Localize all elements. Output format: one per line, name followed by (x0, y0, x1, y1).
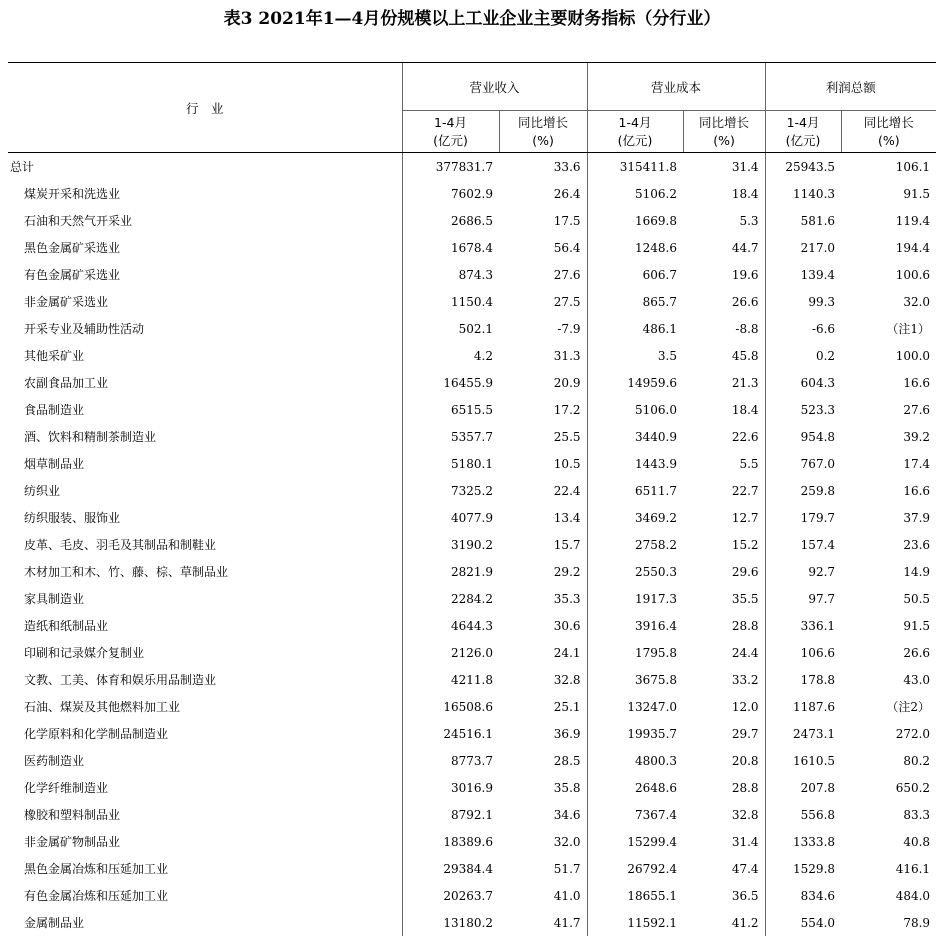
table-row (8, 747, 936, 774)
industry-name-cell: 开采专业及辅助性活动 (8, 315, 402, 342)
profit-value-cell: 581.6 (765, 207, 841, 234)
cost-growth-cell: 29.7 (683, 720, 765, 747)
cost-value-cell: 18655.1 (587, 882, 683, 909)
cost-value-cell: 6511.7 (587, 477, 683, 504)
profit-value-cell: 25943.5 (765, 153, 841, 181)
revenue-growth-cell: 56.4 (499, 234, 587, 261)
financial-indicators-table (8, 62, 936, 936)
cost-value-cell: 11592.1 (587, 909, 683, 936)
revenue-value-cell: 4.2 (402, 342, 499, 369)
cost-growth-cell: 36.5 (683, 882, 765, 909)
profit-growth-header: 同比增长 (%) (841, 111, 936, 153)
revenue-growth-cell: 51.7 (499, 855, 587, 882)
industry-name-cell: 木材加工和木、竹、藤、棕、草制品业 (8, 558, 402, 585)
profit-value-header: 1-4月 (亿元) (765, 111, 841, 153)
cost-growth-cell: 33.2 (683, 666, 765, 693)
table-row (8, 585, 936, 612)
revenue-growth-header: 同比增长 (%) (499, 111, 587, 153)
cost-growth-cell: 24.4 (683, 639, 765, 666)
revenue-growth-cell: 27.5 (499, 288, 587, 315)
profit-growth-cell: 23.6 (841, 531, 936, 558)
revenue-growth-cell: 10.5 (499, 450, 587, 477)
cost-growth-cell: 15.2 (683, 531, 765, 558)
revenue-growth-cell: 29.2 (499, 558, 587, 585)
revenue-value-cell: 5180.1 (402, 450, 499, 477)
profit-growth-cell: 80.2 (841, 747, 936, 774)
profit-growth-cell: 43.0 (841, 666, 936, 693)
profit-value-cell: 99.3 (765, 288, 841, 315)
profit-growth-cell: 37.9 (841, 504, 936, 531)
profit-growth-cell: 17.4 (841, 450, 936, 477)
industry-name-cell: 有色金属冶炼和压延加工业 (8, 882, 402, 909)
industry-name-cell: 其他采矿业 (8, 342, 402, 369)
industry-name-cell: 化学原料和化学制品制造业 (8, 720, 402, 747)
profit-value-cell: 157.4 (765, 531, 841, 558)
table-row (8, 423, 936, 450)
profit-growth-cell: 100.6 (841, 261, 936, 288)
revenue-value-cell: 24516.1 (402, 720, 499, 747)
profit-value-cell: 523.3 (765, 396, 841, 423)
revenue-value-cell: 1678.4 (402, 234, 499, 261)
revenue-value-cell: 7602.9 (402, 180, 499, 207)
profit-growth-cell: 106.1 (841, 153, 936, 181)
cost-growth-cell: 31.4 (683, 828, 765, 855)
industry-name-cell: 石油和天然气开采业 (8, 207, 402, 234)
revenue-value-cell: 4211.8 (402, 666, 499, 693)
cost-value-cell: 15299.4 (587, 828, 683, 855)
profit-value-cell: 1529.8 (765, 855, 841, 882)
revenue-value-cell: 2821.9 (402, 558, 499, 585)
cost-value-cell: 1669.8 (587, 207, 683, 234)
revenue-value-cell: 2126.0 (402, 639, 499, 666)
profit-growth-cell: 40.8 (841, 828, 936, 855)
profit-value-cell: 178.8 (765, 666, 841, 693)
revenue-value-cell: 874.3 (402, 261, 499, 288)
table-row (8, 261, 936, 288)
cost-value-cell: 3.5 (587, 342, 683, 369)
cost-growth-cell: 26.6 (683, 288, 765, 315)
industry-name-cell: 有色金属矿采选业 (8, 261, 402, 288)
revenue-growth-cell: 32.8 (499, 666, 587, 693)
profit-growth-cell: 272.0 (841, 720, 936, 747)
cost-value-cell: 3469.2 (587, 504, 683, 531)
revenue-value-cell: 502.1 (402, 315, 499, 342)
industry-name-cell: 文教、工美、体育和娱乐用品制造业 (8, 666, 402, 693)
industry-name-cell: 橡胶和塑料制品业 (8, 801, 402, 828)
cost-value-cell: 865.7 (587, 288, 683, 315)
profit-value-cell: 1333.8 (765, 828, 841, 855)
profit-growth-cell: 91.5 (841, 612, 936, 639)
industry-name-cell: 金属制品业 (8, 909, 402, 936)
cost-value-cell: 1248.6 (587, 234, 683, 261)
revenue-value-cell: 8792.1 (402, 801, 499, 828)
profit-growth-cell: 484.0 (841, 882, 936, 909)
revenue-value-cell: 16455.9 (402, 369, 499, 396)
cost-growth-cell: 32.8 (683, 801, 765, 828)
revenue-growth-cell: 25.1 (499, 693, 587, 720)
industry-name-cell: 总计 (8, 153, 402, 181)
table-row (8, 180, 936, 207)
revenue-growth-cell: 17.2 (499, 396, 587, 423)
cost-growth-cell: 29.6 (683, 558, 765, 585)
profit-value-cell: 139.4 (765, 261, 841, 288)
table-row (8, 531, 936, 558)
profit-value-cell: 259.8 (765, 477, 841, 504)
cost-value-cell: 486.1 (587, 315, 683, 342)
cost-value-cell: 13247.0 (587, 693, 683, 720)
table-row (8, 369, 936, 396)
cost-growth-cell: 12.7 (683, 504, 765, 531)
table-row (8, 396, 936, 423)
cost-growth-cell: 18.4 (683, 180, 765, 207)
profit-value-cell: 554.0 (765, 909, 841, 936)
revenue-growth-cell: 20.9 (499, 369, 587, 396)
profit-value-cell: -6.6 (765, 315, 841, 342)
profit-growth-cell: 14.9 (841, 558, 936, 585)
industry-name-cell: 化学纤维制造业 (8, 774, 402, 801)
cost-value-cell: 4800.3 (587, 747, 683, 774)
industry-name-cell: 纺织业 (8, 477, 402, 504)
cost-value-cell: 7367.4 (587, 801, 683, 828)
profit-growth-cell: 26.6 (841, 639, 936, 666)
table-row (8, 882, 936, 909)
cost-growth-cell: 12.0 (683, 693, 765, 720)
industry-name-cell: 食品制造业 (8, 396, 402, 423)
revenue-growth-cell: 13.4 (499, 504, 587, 531)
table-row (8, 639, 936, 666)
table-row (8, 720, 936, 747)
cost-value-cell: 3675.8 (587, 666, 683, 693)
industry-name-cell: 黑色金属矿采选业 (8, 234, 402, 261)
profit-growth-cell: 416.1 (841, 855, 936, 882)
profit-value-cell: 1610.5 (765, 747, 841, 774)
table-row (8, 477, 936, 504)
revenue-value-cell: 8773.7 (402, 747, 499, 774)
revenue-growth-cell: 31.3 (499, 342, 587, 369)
revenue-growth-cell: 25.5 (499, 423, 587, 450)
cost-group-header: 营业成本 (587, 63, 765, 111)
cost-value-cell: 26792.4 (587, 855, 683, 882)
cost-value-cell: 2648.6 (587, 774, 683, 801)
revenue-growth-cell: 34.6 (499, 801, 587, 828)
revenue-growth-cell: 26.4 (499, 180, 587, 207)
cost-value-cell: 19935.7 (587, 720, 683, 747)
cost-growth-cell: 41.2 (683, 909, 765, 936)
profit-growth-cell: 78.9 (841, 909, 936, 936)
revenue-value-cell: 4077.9 (402, 504, 499, 531)
cost-growth-header: 同比增长 (%) (683, 111, 765, 153)
cost-growth-cell: 44.7 (683, 234, 765, 261)
cost-growth-cell: 5.5 (683, 450, 765, 477)
industry-name-cell: 家具制造业 (8, 585, 402, 612)
revenue-value-header: 1-4月 (亿元) (402, 111, 499, 153)
profit-value-cell: 1187.6 (765, 693, 841, 720)
cost-value-cell: 2550.3 (587, 558, 683, 585)
table-row (8, 801, 936, 828)
profit-value-cell: 604.3 (765, 369, 841, 396)
revenue-value-cell: 2686.5 (402, 207, 499, 234)
revenue-value-cell: 377831.7 (402, 153, 499, 181)
profit-growth-cell: 119.4 (841, 207, 936, 234)
cost-growth-cell: 47.4 (683, 855, 765, 882)
revenue-value-cell: 2284.2 (402, 585, 499, 612)
profit-growth-cell: 83.3 (841, 801, 936, 828)
profit-growth-cell: 16.6 (841, 369, 936, 396)
table-row (8, 342, 936, 369)
revenue-growth-cell: 17.5 (499, 207, 587, 234)
cost-value-cell: 3440.9 (587, 423, 683, 450)
profit-value-cell: 1140.3 (765, 180, 841, 207)
industry-name-cell: 医药制造业 (8, 747, 402, 774)
cost-value-cell: 14959.6 (587, 369, 683, 396)
cost-growth-cell: 28.8 (683, 612, 765, 639)
cost-growth-cell: 35.5 (683, 585, 765, 612)
profit-growth-cell: 91.5 (841, 180, 936, 207)
revenue-growth-cell: 32.0 (499, 828, 587, 855)
industry-name-cell: 印刷和记录媒介复制业 (8, 639, 402, 666)
cost-growth-cell: 18.4 (683, 396, 765, 423)
table-row (8, 855, 936, 882)
cost-value-cell: 606.7 (587, 261, 683, 288)
revenue-value-cell: 6515.5 (402, 396, 499, 423)
industry-name-cell: 农副食品加工业 (8, 369, 402, 396)
table-row (8, 504, 936, 531)
revenue-value-cell: 4644.3 (402, 612, 499, 639)
revenue-growth-cell: 28.5 (499, 747, 587, 774)
industry-name-cell: 黑色金属冶炼和压延加工业 (8, 855, 402, 882)
cost-value-header: 1-4月 (亿元) (587, 111, 683, 153)
cost-value-cell: 3916.4 (587, 612, 683, 639)
profit-growth-cell: 650.2 (841, 774, 936, 801)
profit-group-header: 利润总额 (765, 63, 936, 111)
revenue-value-cell: 16508.6 (402, 693, 499, 720)
cost-growth-cell: 31.4 (683, 153, 765, 181)
cost-growth-cell: 45.8 (683, 342, 765, 369)
table-row (8, 774, 936, 801)
cost-value-cell: 1443.9 (587, 450, 683, 477)
industry-name-cell: 非金属矿采选业 (8, 288, 402, 315)
table-row (8, 153, 936, 181)
profit-value-cell: 767.0 (765, 450, 841, 477)
industry-name-cell: 皮革、毛皮、羽毛及其制品和制鞋业 (8, 531, 402, 558)
revenue-growth-cell: 27.6 (499, 261, 587, 288)
cost-growth-cell: 22.6 (683, 423, 765, 450)
revenue-value-cell: 7325.2 (402, 477, 499, 504)
revenue-growth-cell: 33.6 (499, 153, 587, 181)
revenue-group-header: 营业收入 (402, 63, 587, 111)
revenue-growth-cell: 41.7 (499, 909, 587, 936)
profit-growth-cell: 16.6 (841, 477, 936, 504)
profit-growth-cell: 27.6 (841, 396, 936, 423)
profit-growth-cell: 50.5 (841, 585, 936, 612)
profit-value-cell: 97.7 (765, 585, 841, 612)
cost-value-cell: 1917.3 (587, 585, 683, 612)
revenue-growth-cell: 22.4 (499, 477, 587, 504)
table-row (8, 234, 936, 261)
profit-growth-cell: 194.4 (841, 234, 936, 261)
cost-growth-cell: 20.8 (683, 747, 765, 774)
cost-growth-cell: 28.8 (683, 774, 765, 801)
table-row (8, 828, 936, 855)
cost-value-cell: 5106.2 (587, 180, 683, 207)
cost-value-cell: 1795.8 (587, 639, 683, 666)
revenue-value-cell: 5357.7 (402, 423, 499, 450)
cost-value-cell: 315411.8 (587, 153, 683, 181)
table-row (8, 207, 936, 234)
profit-value-cell: 179.7 (765, 504, 841, 531)
revenue-growth-cell: 15.7 (499, 531, 587, 558)
revenue-growth-cell: -7.9 (499, 315, 587, 342)
industry-name-cell: 石油、煤炭及其他燃料加工业 (8, 693, 402, 720)
industry-name-cell: 酒、饮料和精制茶制造业 (8, 423, 402, 450)
industry-name-cell: 烟草制品业 (8, 450, 402, 477)
profit-growth-cell: 32.0 (841, 288, 936, 315)
revenue-value-cell: 1150.4 (402, 288, 499, 315)
table-body (8, 153, 936, 936)
cost-growth-cell: 5.3 (683, 207, 765, 234)
table-row (8, 693, 936, 720)
table-row (8, 288, 936, 315)
profit-value-cell: 834.6 (765, 882, 841, 909)
revenue-value-cell: 18389.6 (402, 828, 499, 855)
table-row (8, 612, 936, 639)
revenue-value-cell: 29384.4 (402, 855, 499, 882)
revenue-growth-cell: 36.9 (499, 720, 587, 747)
table-row (8, 450, 936, 477)
profit-growth-cell: （注1） (841, 315, 936, 342)
revenue-growth-cell: 35.3 (499, 585, 587, 612)
profit-growth-cell: 100.0 (841, 342, 936, 369)
profit-value-cell: 106.6 (765, 639, 841, 666)
revenue-value-cell: 3190.2 (402, 531, 499, 558)
profit-value-cell: 556.8 (765, 801, 841, 828)
cost-growth-cell: 21.3 (683, 369, 765, 396)
revenue-value-cell: 3016.9 (402, 774, 499, 801)
profit-value-cell: 92.7 (765, 558, 841, 585)
industry-name-cell: 造纸和纸制品业 (8, 612, 402, 639)
profit-value-cell: 0.2 (765, 342, 841, 369)
profit-value-cell: 336.1 (765, 612, 841, 639)
cost-growth-cell: 22.7 (683, 477, 765, 504)
industry-name-cell: 煤炭开采和洗选业 (8, 180, 402, 207)
revenue-growth-cell: 30.6 (499, 612, 587, 639)
industry-header: 行 业 (8, 63, 402, 153)
industry-name-cell: 纺织服装、服饰业 (8, 504, 402, 531)
cost-value-cell: 2758.2 (587, 531, 683, 558)
cost-growth-cell: -8.8 (683, 315, 765, 342)
revenue-growth-cell: 35.8 (499, 774, 587, 801)
revenue-growth-cell: 24.1 (499, 639, 587, 666)
cost-value-cell: 5106.0 (587, 396, 683, 423)
industry-name-cell: 非金属矿物制品业 (8, 828, 402, 855)
profit-growth-cell: （注2） (841, 693, 936, 720)
profit-value-cell: 217.0 (765, 234, 841, 261)
revenue-value-cell: 13180.2 (402, 909, 499, 936)
table-row (8, 666, 936, 693)
table-row (8, 558, 936, 585)
table-row (8, 315, 936, 342)
revenue-value-cell: 20263.7 (402, 882, 499, 909)
profit-value-cell: 954.8 (765, 423, 841, 450)
revenue-growth-cell: 41.0 (499, 882, 587, 909)
profit-value-cell: 2473.1 (765, 720, 841, 747)
profit-growth-cell: 39.2 (841, 423, 936, 450)
page-title: 表3 2021年1—4月份规模以上工业企业主要财务指标（分行业） (0, 8, 944, 30)
profit-value-cell: 207.8 (765, 774, 841, 801)
cost-growth-cell: 19.6 (683, 261, 765, 288)
